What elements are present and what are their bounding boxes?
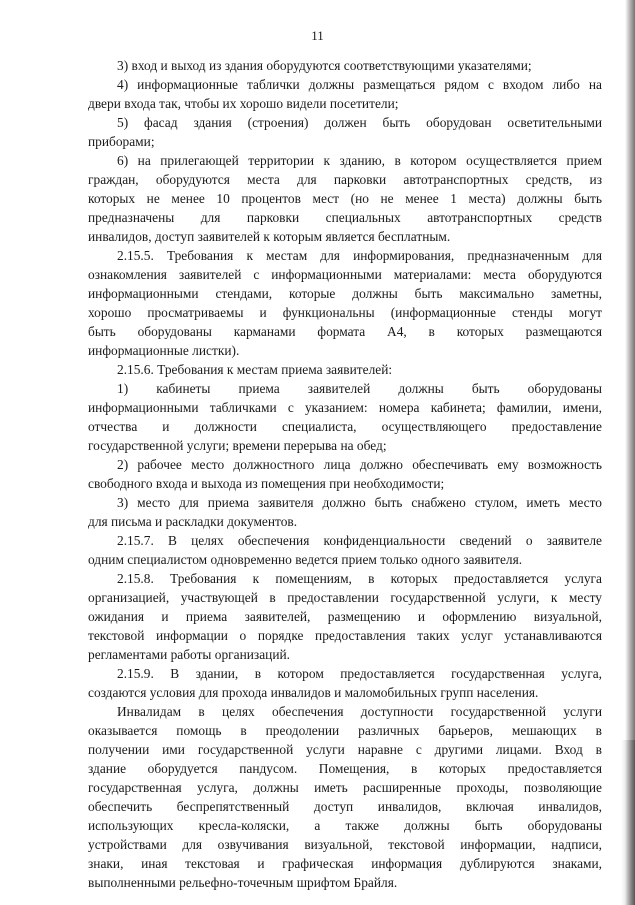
text-line: ожидания и приема заявителей, размещению и оформлению визуальной, bbox=[88, 609, 602, 624]
text-line: 3) место для приема заявителя должно быть снабжено стулом, иметь место bbox=[117, 495, 602, 510]
text-line: хорошо просматриваемы и функциональны (информационные стенды могут bbox=[88, 305, 602, 320]
text-line: текстовой информации о порядке предоставления таких услуг устанавливаются bbox=[88, 628, 602, 643]
text-line: получении ими государственной услуги наравне с другими лицами. Вход в bbox=[88, 742, 602, 757]
text-line: граждан, оборудуются места для парковки автотранспортных средств, из bbox=[88, 172, 602, 187]
text-line: свободного входа и выхода из помещения при необходимости; bbox=[88, 476, 445, 491]
text-line: быть оборудованы карманами формата А4, в которых размещаются bbox=[88, 324, 602, 339]
text-line: здание оборудуется пандусом. Помещения, в которых предоставляется bbox=[88, 761, 602, 776]
text-line: знаки, иная текстовая и графическая информация дублируются знаками, bbox=[88, 856, 602, 871]
text-line: 2.15.8. Требования к помещениям, в которых предоставляется услуга bbox=[117, 571, 602, 586]
text-line: оказывается помощь в преодолении различных барьеров, мешающих в bbox=[88, 723, 602, 738]
text-line: выполненными рельефно-точечным шрифтом Брайля. bbox=[88, 875, 398, 890]
text-line: для письма и раскладки документов. bbox=[88, 514, 298, 529]
text-line: одним специалистом одновременно ведется прием только одного заявителя. bbox=[88, 552, 523, 567]
text-line: устройствами для озвучивания визуальной, текстовой информации, надписи, bbox=[88, 837, 602, 852]
text-line: 5) фасад здания (строения) должен быть оборудован осветительными bbox=[117, 115, 602, 130]
text-line: 1) кабинеты приема заявителей должны быть оборудованы bbox=[117, 381, 602, 396]
text-line: регламентами работы организаций. bbox=[88, 647, 291, 662]
text-line: 4) информационные таблички должны размещаться рядом с входом либо на bbox=[117, 77, 602, 92]
text-line: 6) на прилегающей территории к зданию, в котором осуществляется прием bbox=[117, 153, 602, 168]
text-line: ознакомления заявителей с информационными материалами: места оборудуются bbox=[88, 267, 602, 282]
text-line: обеспечить беспрепятственный доступ инвалидов, включая инвалидов, bbox=[88, 799, 602, 814]
text-line: государственной услуги; времени перерыва на обед; bbox=[88, 438, 387, 453]
text-line: 2.15.9. В здании, в котором предоставляется государственная услуга, bbox=[117, 666, 602, 681]
text-line: предназначены для парковки специальных автотранспортных средств bbox=[88, 210, 602, 225]
page-number: 11 bbox=[311, 28, 324, 43]
text-line: организацией, участвующей в предоставлении государственной услуги, к месту bbox=[88, 590, 602, 605]
text-line: 2.15.6. Требования к местам приема заявителей: bbox=[117, 362, 393, 377]
text-line: 2.15.5. Требования к местам для информирования, предназначенным для bbox=[117, 248, 602, 263]
text-line: инвалидов, доступ заявителей к которым является бесплатным. bbox=[88, 229, 451, 244]
scan-edge-shadow bbox=[621, 740, 635, 905]
text-line: государственная услуга, должны иметь расширенные проходы, позволяющие bbox=[88, 780, 602, 795]
text-line: двери входа так, чтобы их хорошо видели посетители; bbox=[88, 96, 399, 111]
text-line: 2.15.7. В целях обеспечения конфиденциальности сведений о заявителе bbox=[117, 533, 602, 548]
text-line: 2) рабочее место должностного лица должно обеспечивать ему возможность bbox=[117, 457, 602, 472]
text-line: Инвалидам в целях обеспечения доступности государственной услуги bbox=[117, 704, 602, 719]
text-line: которых не менее 10 процентов мест (но не менее 1 места) должны быть bbox=[88, 191, 602, 206]
text-line: информационные листки). bbox=[88, 343, 240, 358]
text-line: информационными табличками с указанием: номера кабинета; фамилии, имени, bbox=[88, 400, 602, 415]
text-line: информационными стендами, которые должны быть максимально заметны, bbox=[88, 286, 602, 301]
text-line: отчества и должности специалиста, осуществляющего предоставление bbox=[88, 419, 602, 434]
text-line: приборами; bbox=[88, 134, 155, 149]
text-line: создаются условия для прохода инвалидов и маломобильных групп населения. bbox=[88, 685, 539, 700]
text-line: 3) вход и выход из здания оборудуются соответствующими указателями; bbox=[117, 58, 532, 73]
text-line: использующих кресла-коляски, а также должны быть оборудованы bbox=[88, 818, 602, 833]
